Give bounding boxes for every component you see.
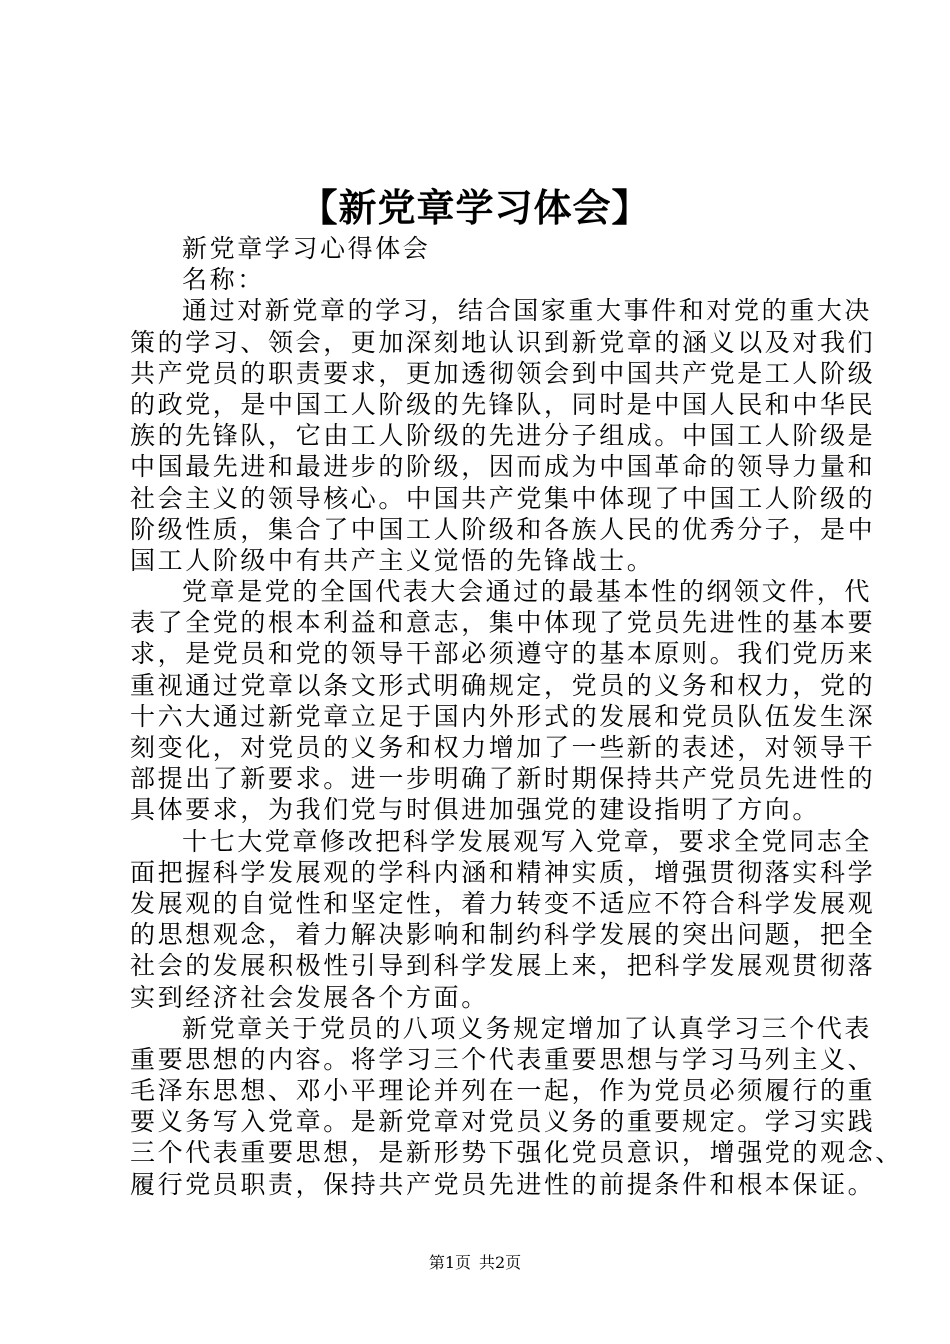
text-line: 的思想观念，着力解决影响和制约科学发展的突出问题，把全 [130, 920, 876, 950]
text-line: 三个代表重要思想，是新形势下强化党员意识，增强党的观念、 [130, 1138, 903, 1168]
text-line: 具体要求，为我们党与时俱进加强党的建设指明了方向。 [130, 795, 821, 825]
text-line: 刻变化，对党员的义务和权力增加了一些新的表述，对领导干 [130, 733, 876, 762]
text-line: 实到经济社会发展各个方面。 [130, 982, 489, 1012]
text-line: 阶级性质，集合了中国工人阶级和各族人民的优秀分子，是中 [130, 514, 876, 544]
text-line: 部提出了新要求。进一步明确了新时期保持共产党员先进性的 [130, 764, 876, 794]
text-line: 重视通过党章以条文形式明确规定，党员的义务和权力，党的 [130, 670, 876, 700]
text-line: 十六大通过新党章立足于国内外形式的发展和党员队伍发生深 [130, 701, 876, 731]
text-line: 的政党，是中国工人阶级的先锋队，同时是中国人民和中华民 [130, 389, 876, 419]
page-footer [0, 1252, 950, 1274]
text-line: 面把握科学发展观的学科内涵和精神实质，增强贯彻落实科学 [130, 857, 876, 887]
text-line: 履行党员职责，保持共产党员先进性的前提条件和根本保证。 [130, 1169, 876, 1199]
text-line: 毛泽东思想、邓小平理论并列在一起，作为党员必须履行的重 [130, 1076, 876, 1106]
text-line: 要义务写入党章。是新党章对党员义务的重要规定。学习实践 [130, 1107, 876, 1137]
paragraph-2 [130, 576, 876, 826]
text-line: 新党章关于党员的八项义务规定增加了认真学习三个代表 [182, 1013, 873, 1043]
document-body [130, 233, 903, 1200]
text-line: 族的先锋队，它由工人阶级的先进分子组成。中国工人阶级是 [130, 421, 876, 451]
text-line: 共产党员的职责要求，更加透彻领会到中国共产党是工人阶级 [130, 358, 876, 388]
text-line: 社会主义的领导核心。中国共产党集中体现了中国工人阶级的 [130, 483, 876, 513]
text-line: 通过对新党章的学习，结合国家重大事件和对党的重大决 [182, 296, 873, 326]
text-line: 十七大党章修改把科学发展观写入党章，要求全党同志全 [182, 826, 873, 856]
text-line: 发展观的自觉性和坚定性，着力转变不适应不符合科学发展观 [130, 888, 876, 918]
paragraph-1 [130, 295, 876, 576]
text-line: 国工人阶级中有共产主义觉悟的先锋战士。 [130, 545, 655, 575]
text-line: 策的学习、领会，更加深刻地认识到新党章的涵义以及对我们 [130, 327, 876, 357]
text-line: 社会的发展积极性引导到科学发展上来，把科学发展观贯彻落 [130, 951, 876, 981]
text-line: 求，是党员和党的领导干部必须遵守的基本原则。我们党历来 [130, 639, 876, 669]
name-label: 名称： [182, 265, 265, 295]
paragraph-3 [130, 826, 876, 1013]
text-line: 重要思想的内容。将学习三个代表重要思想与学习马列主义、 [130, 1044, 876, 1074]
text-line: 表了全党的根本利益和意志，集中体现了党员先进性的基本要 [130, 608, 876, 638]
text-line: 党章是党的全国代表大会通过的最基本性的纲领文件，代 [182, 577, 873, 607]
page-total: 共2页 [479, 1253, 522, 1272]
document-title: 【新党章学习体会】 [299, 185, 651, 230]
page-number: 第1页 [428, 1253, 471, 1272]
text-line: 中国最先进和最进步的阶级，因而成为中国革命的领导力量和 [130, 452, 876, 482]
paragraph-4 [130, 1013, 903, 1200]
document-subtitle: 新党章学习心得体会 [182, 234, 431, 263]
